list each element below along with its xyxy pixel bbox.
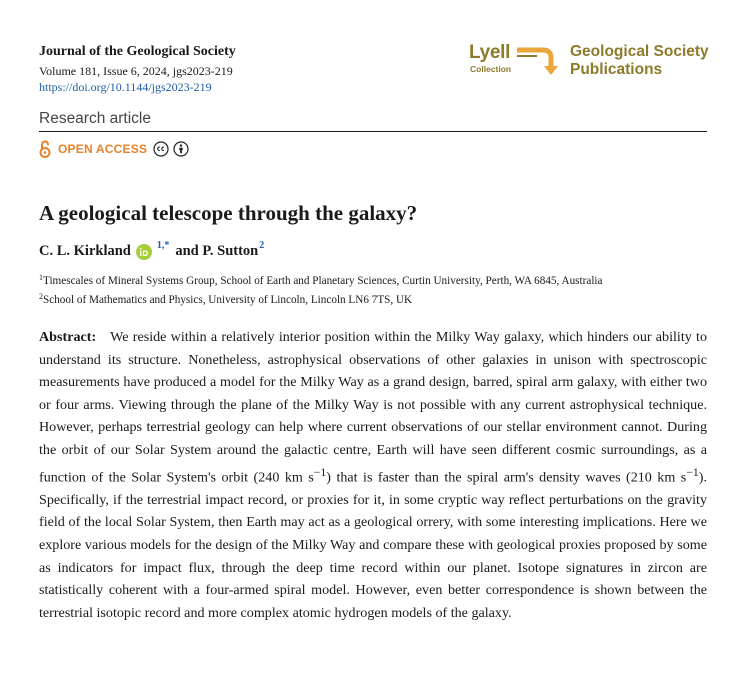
logo-publisher-line1: Geological Society <box>570 43 709 60</box>
abstract <box>39 326 707 624</box>
orcid-icon[interactable] <box>136 244 152 260</box>
abstract-label: Abstract: <box>39 329 97 345</box>
author-kirkland[interactable]: C. L. Kirkland <box>39 243 131 259</box>
open-access-row <box>39 139 189 159</box>
header-divider <box>39 131 707 132</box>
affiliation-1 <box>39 275 603 287</box>
logo-publisher-line2: Publications <box>570 61 663 78</box>
abstract-text-1: We reside within a relatively interior position within the Milky Way galaxy, which hinders our ability to understand its structure. Nonetheless, astrophysical observations of other galaxies in unison with spectroscopic measurements have produced a model for the Milky Way as a grand design, barred, spiral arm galaxy, with either two or four arms. Viewing through the plane of the Milky Way is not possible with any current astrophysical technique. However, perhaps terrestrial geology can help where current observations of our stellar environment cannot. During the orbit of our Solar System around the galactic centre, Earth will have seen different cosmic surroundings, as a function of the Solar System's orbit (240 km s <box>39 329 707 486</box>
abstract-exponent-2: −1 <box>686 465 699 479</box>
affiliation-2-text: School of Mathematics and Physics, University of Lincoln, Lincoln LN6 7TS, UK <box>43 294 413 306</box>
author-list <box>39 240 265 260</box>
publisher-logo[interactable] <box>469 40 707 80</box>
affiliation-1-number: 1 <box>39 273 43 282</box>
logo-collection-text: Collection <box>470 64 512 74</box>
author2-affiliation-marker[interactable]: 2 <box>259 240 265 251</box>
open-access-label: OPEN ACCESS <box>58 142 148 156</box>
logo-arrow-icon <box>515 42 565 78</box>
journal-name[interactable]: Journal of the Geological Society <box>39 44 236 59</box>
abstract-text-2: ) that is faster than the spiral arm's density waves (210 km s <box>326 469 687 486</box>
article-title: A geological telescope through the galaxy? <box>39 201 418 225</box>
article-type: Research article <box>39 110 151 127</box>
open-access-lock-icon <box>39 140 51 158</box>
affiliation-2 <box>39 294 412 306</box>
author-sutton[interactable]: and P. Sutton <box>175 243 259 259</box>
journal-volume: Volume 181, Issue 6, 2024, jgs2023-219 <box>39 64 233 78</box>
logo-lyell-text: Lyell <box>469 42 511 63</box>
affiliation-1-text: Timescales of Mineral Systems Group, School of Earth and Planetary Sciences, Curtin University, Perth, WA 6845, Australia <box>43 275 603 287</box>
attribution-icon[interactable] <box>173 141 189 157</box>
affiliation-2-number: 2 <box>39 292 43 301</box>
abstract-exponent-1: −1 <box>313 465 327 479</box>
abstract-text-3: ). Specifically, if the terrestrial impact record, or proxies for it, in some cryptic way reflect perturbations on the gravity field of the local Solar System, then Earth may act as a geological orrery, with some interesting implications. Here we explore various models for the design of the Milky Way and compare these with geological proxies proposed by some as indicators for impact flux, through the deep time record within our planet. Isotope signatures in zircon are statistically coherent with a four-armed spiral model. However, even better correspondence is shown between the terrestrial isotopic record and more complex atomic hydrogen models of the galaxy. <box>39 469 707 621</box>
article-page <box>39 0 709 621</box>
creative-commons-icon[interactable] <box>153 141 169 157</box>
author1-affiliation-marker[interactable]: 1,* <box>156 240 170 251</box>
article-header <box>39 0 707 100</box>
doi-link[interactable]: https://doi.org/10.1144/jgs2023-219 <box>39 80 212 94</box>
